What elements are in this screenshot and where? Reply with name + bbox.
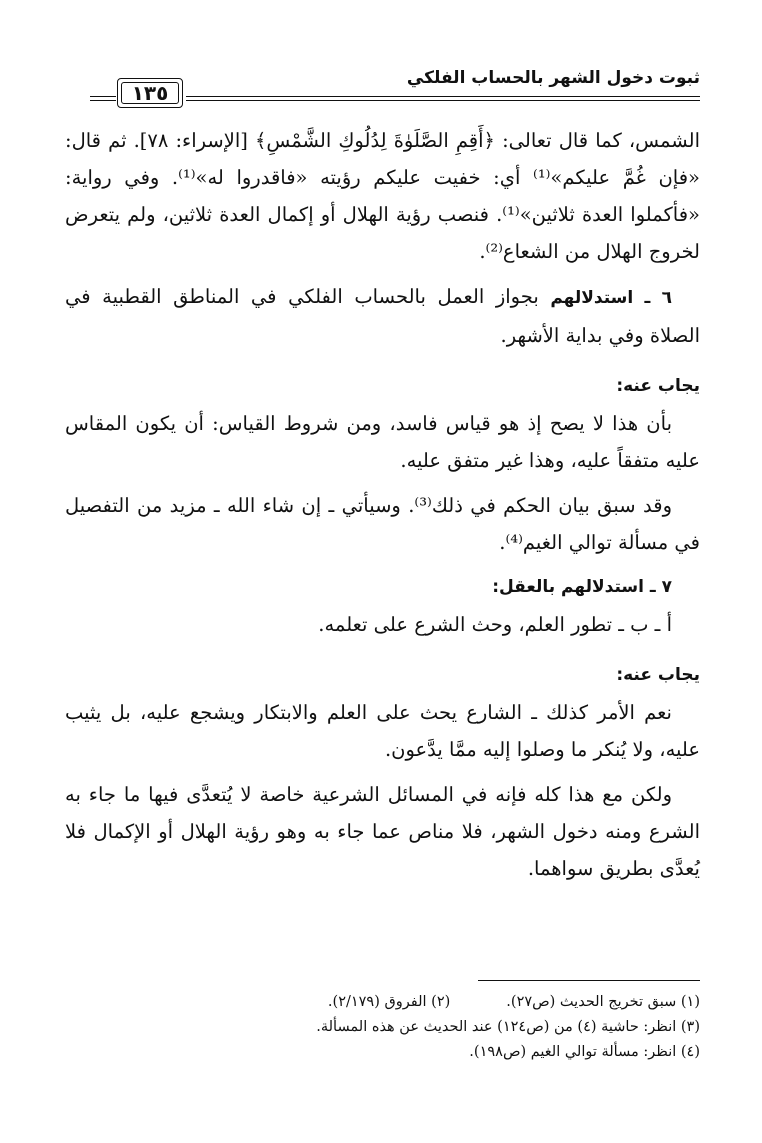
paragraph-6: أ ـ ب ـ تطور العلم، وحث الشرع على تعلمه. [318, 613, 672, 636]
paragraph-2-lead: ٦ ـ استدلالهم [550, 288, 672, 308]
main-text [65, 122, 700, 887]
section-heading-7: ٧ ـ استدلالهم بالعقل: [492, 577, 672, 597]
paragraph-4: وقد سبق بيان الحكم في ذلك⁽³⁾. وسيأتي ـ إن شاء الله ـ مزيد من التفصيل في مسألة توالي الغيم⁽⁴⁾. [65, 494, 700, 554]
footnote-3: (٣) انظر: حاشية (٤) من (ص١٢٤) عند الحديث عن هذه المسألة. [316, 1019, 700, 1035]
paragraph-2 [65, 278, 700, 354]
footnote-2: (٢) الفروق (٢/١٧٩). [327, 994, 451, 1010]
page-number-frame [117, 78, 183, 108]
header-rule-left [90, 96, 116, 101]
page-number: ١٣٥ [131, 81, 169, 105]
running-header-title: ثبوت دخول الشهر بالحساب الفلكي [406, 68, 700, 88]
paragraph-7: نعم الأمر كذلك ـ الشارع يحث على العلم والابتكار ويشجع عليه، بل يثيب عليه، ولا يُنكر ما وصلوا إليه ممَّا يدَّعون. [65, 701, 700, 761]
paragraph-1: الشمس، كما قال تعالى: ﴿أَقِمِ الصَّلَوٰةَ لِدُلُوكِ الشَّمْسِ﴾ [الإسراء: ٧٨]. ثم قال: «فإن غُمَّ عليكم»⁽¹⁾ أي: خفيت عليكم رؤيته «فاقدروا له»⁽¹⁾. وفي رواية: «فأكملوا العدة ثلاثين»⁽¹⁾. فنصب رؤية الهلال أو إكمال العدة ثلاثين، ولم يتعرض لخروج الهلال من الشعاع⁽²⁾. [65, 129, 701, 263]
footnote-row-1 [60, 990, 700, 1015]
reply-heading-1: يجاب عنه: [616, 376, 700, 396]
reply-heading-2: يجاب عنه: [616, 665, 700, 685]
footnote-4: (٤) انظر: مسألة توالي الغيم (ص١٩٨). [469, 1044, 700, 1060]
footnote-1: (١) سبق تخريج الحديث (ص٢٧). [506, 994, 700, 1010]
paragraph-8: ولكن مع هذا كله فإنه في المسائل الشرعية خاصة لا يُتعدَّى فيها ما جاء به الشرع ومنه دخول الشهر، فلا مناص عما جاء به وهو رؤية الهلال أو الإكمال فلا يُعدَّى بطريق سواهما. [65, 783, 700, 880]
header-rule-right [186, 96, 700, 101]
footnote-separator [478, 980, 700, 981]
paragraph-2-rest: بجواز العمل بالحساب الفلكي في المناطق القطبية في الصلاة وفي بداية الأشهر. [65, 285, 700, 347]
paragraph-3: بأن هذا لا يصح إذ هو قياس فاسد، ومن شروط القياس: أن يكون المقاس عليه متفقاً عليه، وهذا غير متفق عليه. [65, 412, 700, 472]
footnotes [60, 990, 700, 1065]
